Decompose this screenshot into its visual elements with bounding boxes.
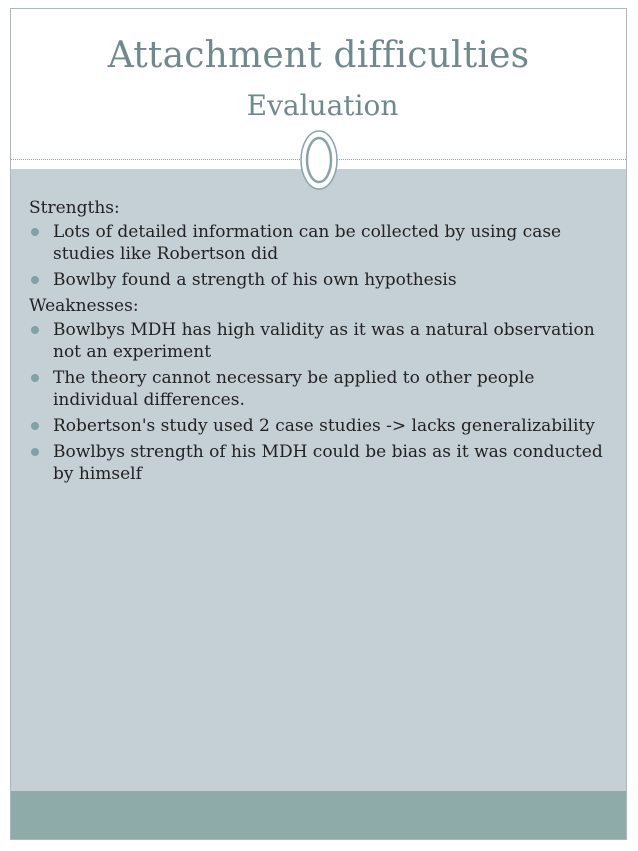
bullet-icon: [31, 326, 39, 334]
slide-title: Attachment difficulties: [107, 35, 530, 76]
weakness-item: [29, 415, 613, 437]
strength-text: Bowlby found a strength of his own hypothesis: [53, 270, 457, 290]
bullet-icon: [31, 228, 39, 236]
slide-subtitle: Evaluation: [246, 89, 399, 122]
bullet-icon: [31, 276, 39, 284]
bullet-icon: [31, 374, 39, 382]
body-text: [29, 197, 613, 489]
slide: [10, 8, 627, 840]
strengths-heading: Strengths:: [29, 198, 120, 218]
weakness-text: Robertson's study used 2 case studies -> lacks generalizability: [53, 416, 595, 436]
strength-text: Lots of detailed information can be collected by using case studies like Robertson did: [53, 222, 562, 264]
footer-band: [11, 791, 626, 839]
strength-item: [29, 221, 613, 265]
oval-ornament-icon: [299, 129, 339, 191]
weakness-item: [29, 441, 613, 485]
strength-item: [29, 269, 613, 291]
bullet-icon: [31, 422, 39, 430]
weaknesses-heading: Weaknesses:: [29, 296, 139, 316]
weakness-item: [29, 319, 613, 363]
weakness-text: Bowlbys strength of his MDH could be bias as it was conducted by himself: [53, 442, 603, 484]
content-panel: [11, 169, 626, 791]
weakness-item: [29, 367, 613, 411]
weakness-text: The theory cannot necessary be applied to other people individual differences.: [53, 368, 535, 410]
weakness-text: Bowlbys MDH has high validity as it was a natural observation not an experiment: [53, 320, 595, 362]
strengths-list: [29, 221, 613, 291]
weaknesses-list: [29, 319, 613, 485]
bullet-icon: [31, 448, 39, 456]
